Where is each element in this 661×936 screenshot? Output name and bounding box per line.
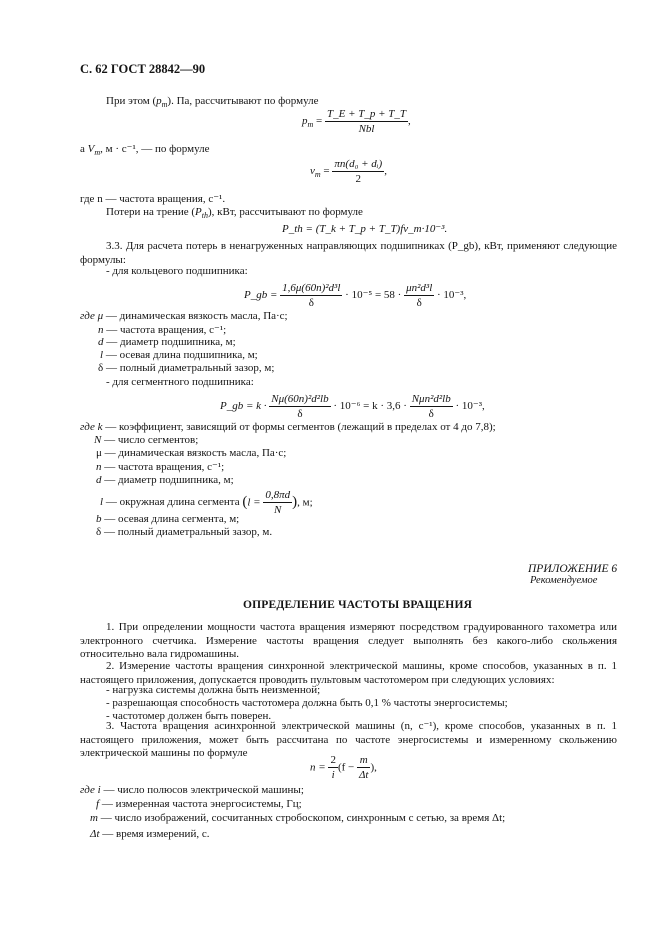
numerator: 0,8πd bbox=[265, 489, 291, 501]
def-symbol: d bbox=[98, 336, 104, 348]
section-title: ОПРЕДЕЛЕНИЕ ЧАСТОТЫ ВРАЩЕНИЯ bbox=[243, 599, 473, 611]
def-symbol: f bbox=[96, 798, 100, 810]
equals: = bbox=[316, 115, 323, 128]
equals: = bbox=[323, 165, 330, 178]
def-symbol: где i bbox=[80, 784, 101, 796]
denominator: δ bbox=[297, 408, 303, 420]
def-symbol: b bbox=[96, 513, 102, 525]
def-symbol: μ bbox=[96, 447, 102, 459]
def-text: — число полюсов электрической машины; bbox=[103, 784, 304, 796]
paren-close: ) bbox=[292, 494, 298, 510]
text-line-n: где n — частота вращения, с⁻¹. bbox=[80, 193, 226, 205]
definition-row bbox=[98, 362, 274, 374]
formula-lhs-sub: m bbox=[314, 170, 321, 180]
denominator: i bbox=[331, 769, 335, 781]
definition-row bbox=[80, 421, 496, 433]
formula-n bbox=[310, 754, 377, 781]
formula-tail: , bbox=[408, 115, 411, 128]
definition-row bbox=[90, 812, 505, 824]
def-text: — коэффициент, зависящий от формы сегментов (лежащий в пределах от 4 до 7,8); bbox=[105, 421, 496, 433]
def-symbol: где k bbox=[80, 421, 103, 433]
definition-row bbox=[80, 784, 304, 796]
formula-mid: · 10⁻⁶ = k · 3,6 · bbox=[333, 400, 407, 413]
numerator: m bbox=[357, 754, 371, 768]
formula-ring bbox=[244, 282, 466, 309]
formula-vm bbox=[310, 158, 387, 185]
symbol: V bbox=[87, 143, 95, 155]
text-line-pm bbox=[106, 95, 318, 109]
formula-lhs: P_gb = k · bbox=[220, 400, 267, 413]
formula-tail: · 10⁻³, bbox=[455, 400, 485, 413]
paragraph-3-3: 3.3. Для расчета потерь в ненагруженных направляющих подшипниках (P_gb), кВт, применяют следующие формулы: bbox=[80, 240, 617, 266]
def-text: — осевая длина подшипника, м; bbox=[105, 349, 258, 361]
def-symbol: Δt bbox=[90, 828, 100, 840]
formula-lhs: n = bbox=[310, 761, 326, 774]
def-symbol: n bbox=[96, 461, 102, 473]
paren-open: ( bbox=[242, 494, 248, 510]
numerator: T_E + T_p + T_T bbox=[327, 108, 407, 120]
fraction-1 bbox=[280, 282, 342, 309]
def-text: — диаметр подшипника, м; bbox=[104, 474, 234, 486]
text-ring-bearing: - для кольцевого подшипника: bbox=[106, 265, 248, 277]
def-tail: , м; bbox=[297, 496, 313, 509]
def-text: — осевая длина сегмента, м; bbox=[104, 513, 240, 525]
def-symbol: l bbox=[100, 349, 104, 361]
definition-row bbox=[96, 447, 286, 459]
fraction-1 bbox=[269, 393, 330, 420]
def-text: — частота вращения, с⁻¹; bbox=[104, 461, 225, 473]
text-line-vm bbox=[80, 142, 209, 157]
def-text: — динамическая вязкость масла, Па·с; bbox=[105, 310, 288, 322]
def-text: — динамическая вязкость масла, Па·с; bbox=[104, 447, 287, 459]
fraction-2 bbox=[357, 754, 371, 781]
symbol: p bbox=[156, 95, 162, 107]
denominator: Δt bbox=[358, 769, 369, 781]
def-text: — диаметр подшипника, м; bbox=[106, 336, 236, 348]
text-pre: а bbox=[80, 143, 88, 155]
formula-segment bbox=[220, 393, 485, 420]
numerator: πn(d₀ + dᵢ) bbox=[334, 158, 383, 170]
formula-mid: (f − bbox=[337, 761, 355, 774]
def-symbol: N bbox=[94, 434, 102, 446]
numerator: μn²d³l bbox=[406, 282, 433, 294]
numerator: 2 bbox=[330, 754, 336, 766]
text-segment-bearing: - для сегментного подшипника: bbox=[106, 376, 254, 388]
def-symbol: n bbox=[98, 324, 104, 336]
definition-row bbox=[96, 474, 234, 486]
def-text: — окружная длина сегмента bbox=[105, 496, 240, 509]
def-symbol: δ bbox=[96, 526, 102, 538]
formula-mid: · 10⁻⁵ = 58 · bbox=[345, 289, 402, 302]
formula-pth: P_th = (T_k + T_p + T_T)fv_m·10⁻³. bbox=[282, 223, 448, 235]
definition-row bbox=[96, 513, 239, 525]
denominator: Nbl bbox=[358, 123, 375, 135]
def-symbol: d bbox=[96, 474, 102, 486]
formula-tail: , bbox=[384, 165, 387, 178]
symbol: P bbox=[195, 206, 202, 218]
text-post: , м · с⁻¹, — по формуле bbox=[100, 143, 210, 155]
paragraph-2: 2. Измерение частоты вращения синхронной электрической машины, кроме способов, указанных в п. 1 настоящего приложения, допускается проводить пультовым частотомером при следующих условиях: bbox=[80, 660, 617, 686]
formula-lhs: v bbox=[310, 165, 315, 178]
bullet-item: - нагрузка системы должна быть неизменной; bbox=[106, 684, 321, 696]
definition-row bbox=[90, 828, 209, 840]
definition-row bbox=[80, 310, 288, 322]
denominator: δ bbox=[428, 408, 434, 420]
text-pre: При этом ( bbox=[106, 95, 157, 107]
fraction bbox=[325, 108, 408, 135]
subscript: th bbox=[201, 211, 209, 220]
formula-lhs: p bbox=[302, 115, 308, 128]
fraction bbox=[263, 489, 292, 516]
definition-row bbox=[98, 323, 226, 336]
def-symbol: где μ bbox=[80, 310, 104, 322]
numerator: Nμ(60n)²d²lb bbox=[271, 393, 329, 405]
formula-tail: · 10⁻³, bbox=[437, 289, 467, 302]
appendix-note: Рекомендуемое bbox=[530, 575, 598, 586]
formula-lhs-sub: m bbox=[307, 120, 314, 130]
def-text: — измеренная частота энергосистемы, Гц; bbox=[101, 798, 302, 810]
text-pre: Потери на трение ( bbox=[106, 206, 196, 218]
def-lhs: l = bbox=[247, 496, 261, 509]
text-post: ). Па, рассчитывают по формуле bbox=[167, 95, 319, 107]
def-text: — время измерений, с. bbox=[102, 828, 210, 840]
def-symbol: l bbox=[100, 496, 104, 509]
text-line-pth bbox=[106, 206, 363, 220]
definition-row bbox=[94, 434, 198, 446]
def-text: — полный диаметральный зазор, м. bbox=[103, 526, 273, 538]
definition-row bbox=[96, 526, 272, 538]
fraction-1 bbox=[328, 754, 338, 781]
definition-row-l bbox=[100, 489, 313, 516]
formula-tail: ), bbox=[370, 761, 377, 774]
def-text: — число сегментов; bbox=[104, 434, 199, 446]
fraction bbox=[332, 158, 384, 185]
text-post: ), кВт, рассчитывают по формуле bbox=[208, 206, 363, 218]
definition-row bbox=[98, 336, 236, 348]
formula-pm bbox=[302, 108, 411, 135]
fraction-2 bbox=[404, 282, 434, 309]
appendix-title: ПРИЛОЖЕНИЕ 6 bbox=[528, 563, 618, 575]
def-text: — частота вращения, с⁻¹; bbox=[106, 324, 227, 336]
definition-row bbox=[96, 798, 302, 810]
denominator: δ bbox=[416, 297, 422, 309]
denominator: N bbox=[274, 504, 282, 516]
definition-row bbox=[100, 349, 258, 361]
formula-lhs: P_gb = bbox=[244, 289, 278, 302]
denominator: 2 bbox=[355, 173, 362, 185]
def-symbol: δ bbox=[98, 362, 104, 374]
page-header: С. 62 ГОСТ 28842—90 bbox=[80, 62, 206, 76]
def-symbol: m bbox=[90, 812, 98, 824]
fraction-2 bbox=[410, 393, 453, 420]
def-text: — число изображений, сосчитанных стробоскопом, синхронным с сетью, за время Δt; bbox=[100, 812, 506, 824]
definition-row bbox=[96, 460, 224, 473]
subscript: m bbox=[161, 100, 168, 109]
numerator: 1,6μ(60n)²d³l bbox=[282, 282, 341, 294]
denominator: δ bbox=[308, 297, 314, 309]
bullet-item: - частотомер должен быть поверен. bbox=[106, 710, 272, 722]
subscript: m bbox=[94, 148, 101, 157]
bullet-item: - разрешающая способность частотомера должна быть 0,1 % частоты энергосистемы; bbox=[106, 697, 508, 709]
numerator: Nμn²d²lb bbox=[411, 393, 451, 405]
paragraph-1: 1. При определении мощности частота вращения измеряют посредством градуированного тахометра или электронного счетчика. Измерение частоты вращения следует выполнять без какого-либо скольжения относительно вала гидромашины. bbox=[80, 621, 617, 661]
def-text: — полный диаметральный зазор, м; bbox=[105, 362, 275, 374]
paragraph-3: 3. Частота вращения асинхронной электрической машины (n, с⁻¹), кроме способов, указанных в п. 1 настоящего приложения, может быть рассчитана по частоте энергосистемы и измеренному скольжению электрической машины по формуле bbox=[80, 720, 617, 760]
